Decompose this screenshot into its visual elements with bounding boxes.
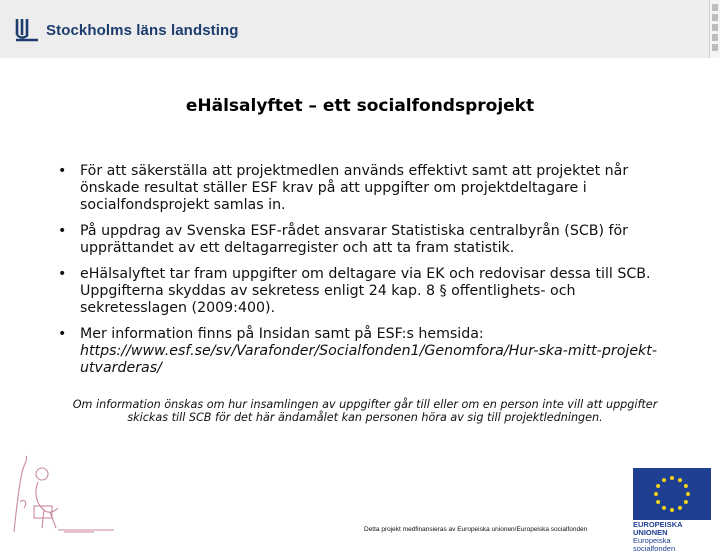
header-bar (0, 0, 720, 58)
list-item (58, 223, 658, 257)
bullet-text: För att säkerställa att projektmedlen används effektivt samt att projektet når önskade resultat ställer ESF krav på att uppgifter om projektdeltagare i socialfondsprojekt samlas in. (80, 163, 629, 213)
list-item (58, 163, 658, 214)
page-title: eHälsalyftet – ett socialfondsprojekt (185, 96, 535, 116)
sll-logo-icon (14, 18, 40, 42)
bullet-text: eHälsalyftet tar fram uppgifter om deltagare via EK och redovisar dessa till SCB. Uppgifterna skyddas av sekretess enligt 24 kap. 8 § offentlighets- och sekretesslagen (2009:400). (80, 266, 651, 316)
bullet-text: På uppdrag av Svenska ESF-rådet ansvarar Statistiska centralbyrån (SCB) för upprättandet av ett deltagarregister och att ta fram statistik. (80, 223, 629, 256)
bullet-icon: • (58, 326, 67, 342)
bullet-icon: • (58, 163, 67, 179)
bullet-icon: • (58, 223, 67, 239)
sll-logo (14, 18, 239, 42)
eu-label-line2: Europeiska socialfonden (633, 536, 676, 553)
list-item (58, 326, 658, 377)
cofinance-text: Detta projekt medfinansieras av Europeiska unionen/Europeiska socialfonden (364, 526, 588, 533)
logo-text: Stockholms läns landsting (46, 21, 239, 39)
eu-label-line1: EUROPEISKA UNIONEN (633, 520, 683, 537)
bullet-icon: • (58, 266, 67, 282)
bullet-list (58, 163, 658, 386)
esf-link[interactable]: https://www.esf.se/sv/Varafonder/Socialfonden1/Genomfora/Hur-ska-mitt-projekt-utvarderas/ (80, 343, 657, 376)
bullet-text: Mer information finns på Insidan samt på ESF:s hemsida: (80, 326, 484, 342)
eu-flag-icon (633, 468, 711, 520)
list-item (58, 266, 658, 317)
scrollbar[interactable] (709, 0, 720, 58)
privacy-note: Om information önskas om hur insamlingen av uppgifter går till eller om en person inte vill att uppgifter skickas till SCB för det här ändamålet kan personen höra av sig till projektledningen. (72, 398, 658, 424)
eu-label (633, 521, 711, 553)
ehalsa-illustration-icon (4, 452, 124, 536)
